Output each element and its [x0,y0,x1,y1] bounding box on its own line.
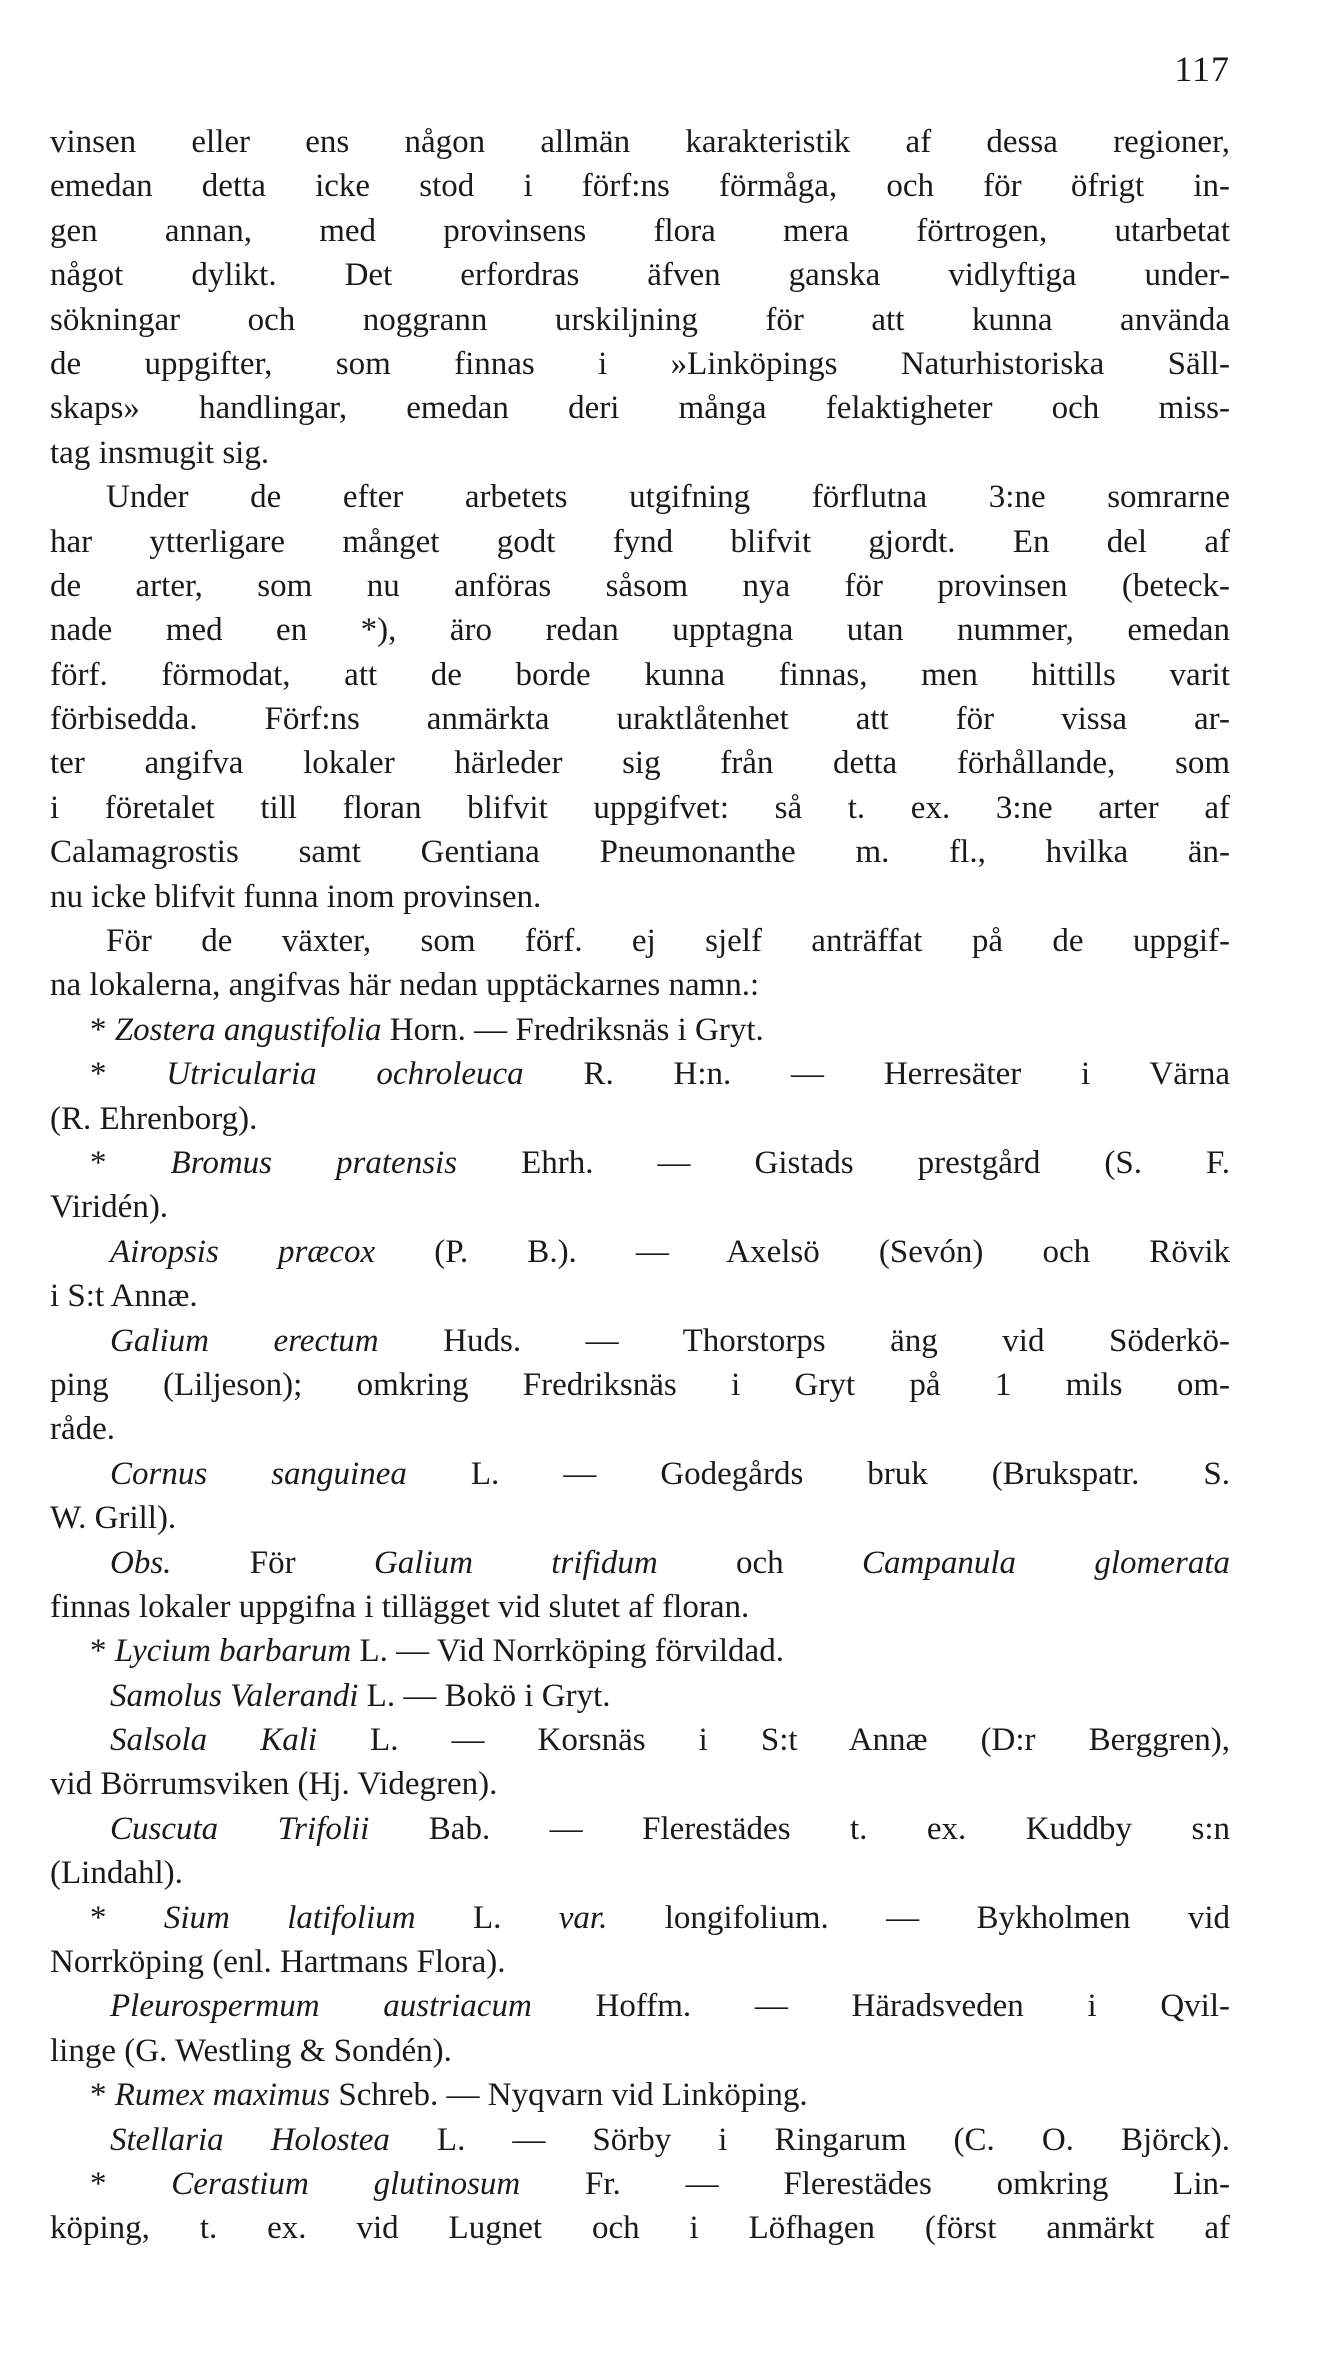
line-text: i företalet till floran blifvit uppgifvet: så t. ex. 3:ne arter af [50,789,1230,826]
text-line [50,653,1230,697]
text-line [50,830,1230,874]
text-line [50,1585,1230,1629]
line-text: L. — Sörby i Ringarum (C. O. Björck). [389,2121,1230,2158]
text-line [50,1452,1230,1496]
line-text: förbisedda. Förf:ns anmärkta uraktlåtenhet att för vissa ar- [50,701,1230,738]
species-name: var. [558,1899,608,1936]
line-text: vid Börrumsviken (Hj. Videgren). [50,1766,498,1803]
line-text: För de växter, som förf. ej sjelf anträffat på de uppgif- [106,923,1230,960]
text-line [50,1807,1230,1851]
text-line [50,1629,1230,1673]
species-name: Cuscuta Trifolii [110,1810,370,1847]
line-text: (Lindahl). [50,1855,183,1892]
text-line [50,1762,1230,1806]
text-line [50,564,1230,608]
text-line [50,2162,1230,2206]
text-line [50,1230,1230,1274]
line-text: nu icke blifvit funna inom provinsen. [50,878,542,915]
page-number: 117 [1174,49,1230,89]
species-name: Sium latifolium [163,1899,416,1936]
line-text: R. H:n. — Herresäter i Värna [523,1056,1230,1093]
line-text: * [90,1011,115,1048]
text-line [50,1008,1230,1052]
species-name: Samolus Valerandi [110,1677,359,1714]
line-text: Calamagrostis samt Gentiana Pneumonanthe m. fl., hvilka än- [50,834,1230,871]
line-text: de uppgifter, som finnas i »Linköpings Naturhistoriska Säll- [50,345,1230,382]
species-name: Airopsis præcox [110,1233,376,1270]
line-text: Horn. — Fredriksnäs i Gryt. [381,1011,764,1048]
text-line [50,386,1230,430]
text-line [50,786,1230,830]
text-line [50,120,1230,164]
text-line [50,1984,1230,2028]
line-text: gen annan, med provinsens flora mera förtrogen, utarbetat [50,212,1230,249]
line-text: L. — Bokö i Gryt. [358,1677,611,1714]
line-text: tag insmugit sig. [50,434,270,471]
line-text: köping, t. ex. vid Lugnet och i Löfhagen (först anmärkt af [50,2210,1230,2247]
species-name: Lycium barbarum [114,1633,352,1670]
text-line [50,2073,1230,2117]
text-line [50,431,1230,475]
text-line [50,520,1230,564]
species-name: Pleurospermum austriacum [110,1988,532,2025]
line-text: * [90,1144,171,1181]
text-line [50,1407,1230,1451]
line-text: longifolium. — Bykholmen vid [607,1899,1231,1936]
species-name: Obs. [110,1544,172,1581]
text-line [50,298,1230,342]
text-line [50,608,1230,652]
species-name: Cornus sanguinea [110,1455,407,1492]
text-line [50,1319,1230,1363]
text-line [50,1896,1230,1940]
text-line [50,741,1230,785]
line-text: i S:t Annæ. [50,1278,198,1315]
text-line [50,1496,1230,1540]
line-text: Norrköping (enl. Hartmans Flora). [50,1944,506,1981]
line-text: Bab. — Flerestädes t. ex. Kuddby s:n [369,1810,1230,1847]
line-text: Huds. — Thorstorps äng vid Söderkö- [378,1322,1230,1359]
line-text: L. [415,1899,559,1936]
species-name: Galium erectum [110,1322,379,1359]
line-text: ter angifva lokaler härleder sig från detta förhållande, som [50,745,1230,782]
species-name: Galium trifidum [373,1544,658,1581]
line-text: något dylikt. Det erfordras äfven ganska vidlyftiga under- [50,257,1230,294]
line-text: vinsen eller ens någon allmän karakteristik af dessa regioner, [50,124,1230,160]
text-line [50,1274,1230,1318]
text-line [50,2206,1230,2250]
text-line [50,1718,1230,1762]
line-text: Fr. — Flerestädes omkring Lin- [520,2165,1230,2202]
text-line [50,1363,1230,1407]
line-text: * [90,1899,164,1936]
line-text: W. Grill). [50,1500,177,1537]
species-name: Cerastium glutinosum [171,2165,521,2202]
text-line [50,1141,1230,1185]
line-text: förf. förmodat, att de borde kunna finnas, men hittills varit [50,656,1230,693]
text-line [50,1097,1230,1141]
line-text: L. — Korsnäs i S:t Annæ (D:r Berggren), [317,1722,1230,1759]
line-text: de arter, som nu anföras såsom nya för provinsen (beteck- [50,567,1230,604]
line-text: linge (G. Westling & Sondén). [50,2032,452,2069]
species-name: Zostera angustifolia [114,1011,382,1048]
line-text: L. — Vid Norrköping förvildad. [351,1633,784,1670]
line-text: * [90,2165,172,2202]
line-text: Hoffm. — Häradsveden i Qvil- [531,1988,1230,2025]
line-text: Schreb. — Nyqvarn vid Linköping. [330,2077,808,2114]
line-text: nade med en *), äro redan upptagna utan nummer, emedan [50,612,1230,649]
text-line [50,1674,1230,1718]
text-line [50,2029,1230,2073]
species-name: Campanula glomerata [861,1544,1230,1581]
line-text: har ytterligare månget godt fynd blifvit gjordt. En del af [50,523,1230,560]
text-line [50,475,1230,519]
line-text: L. — Godegårds bruk (Brukspatr. S. [406,1455,1230,1492]
text-line [50,963,1230,1007]
line-text: Under de efter arbetets utgifning förflutna 3:ne somrarne [106,479,1230,516]
species-name: Salsola Kali [110,1722,318,1759]
text-line [50,1851,1230,1895]
line-text: Ehrh. — Gistads prestgård (S. F. [457,1144,1231,1181]
line-text: sökningar och noggrann urskiljning för att kunna använda [50,301,1230,338]
text-line [50,875,1230,919]
text-line [50,919,1230,963]
species-name: Stellaria Holostea [110,2121,390,2158]
line-text: Viridén). [50,1189,169,1226]
line-text: na lokalerna, angifvas här nedan upptäckarnes namn.: [50,967,760,1004]
line-text: ping (Liljeson); omkring Fredriksnäs i Gryt på 1 mils om- [50,1366,1230,1403]
text-line [50,1052,1230,1096]
line-text: skaps» handlingar, emedan deri många felaktigheter och miss- [50,390,1230,427]
text-line [50,1541,1230,1585]
text-line [50,164,1230,208]
line-text: * [90,1633,115,1670]
line-text: * [90,1056,167,1093]
line-text: råde. [50,1411,116,1448]
body-text [50,120,1230,2251]
text-line [50,209,1230,253]
line-text: För [171,1544,374,1581]
text-line [50,253,1230,297]
species-name: Rumex maximus [114,2077,331,2114]
line-text: finnas lokaler uppgifna i tillägget vid slutet af floran. [50,1588,750,1625]
text-line [50,342,1230,386]
text-line [50,697,1230,741]
line-text: (R. Ehrenborg). [50,1100,258,1137]
line-text: * [90,2077,115,2114]
species-name: Utricularia ochroleuca [166,1056,524,1093]
line-text: och [657,1544,862,1581]
book-page [50,0,1230,2378]
line-text: emedan detta icke stod i förf:ns förmåga, och för öfrigt in- [50,168,1230,205]
text-line [50,1185,1230,1229]
species-name: Bromus pratensis [170,1144,458,1181]
text-line [50,1940,1230,1984]
line-text: (P. B.). — Axelsö (Sevón) och Rövik [375,1233,1230,1270]
text-line [50,2118,1230,2162]
